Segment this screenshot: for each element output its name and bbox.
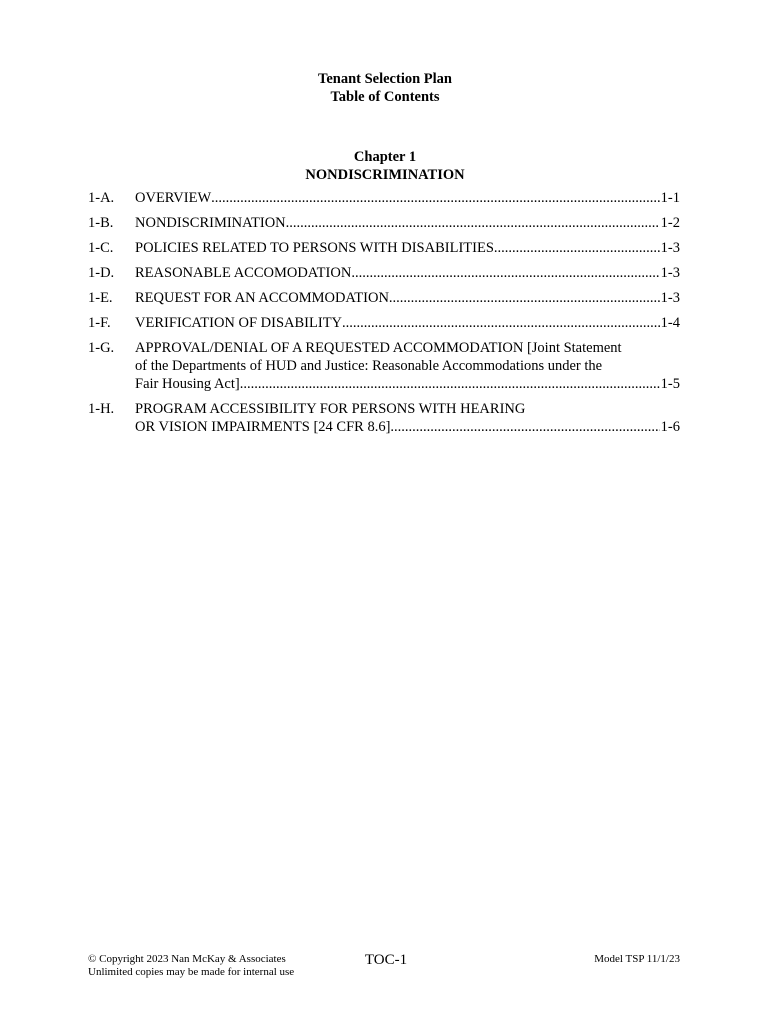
document-subtitle: Table of Contents xyxy=(330,89,440,105)
footer-version: Model TSP 11/1/23 xyxy=(594,953,680,965)
toc-entry-title: Fair Housing Act] xyxy=(135,376,240,392)
toc-entry-body xyxy=(135,214,680,232)
toc-entry-title: OR VISION IMPAIRMENTS [24 CFR 8.6] xyxy=(135,419,391,435)
toc-entry-body xyxy=(135,239,680,257)
page-header xyxy=(0,70,770,106)
toc-entry-line xyxy=(135,239,680,257)
toc-dot-leader xyxy=(240,375,660,393)
toc-entry-page: 1-4 xyxy=(660,315,680,331)
toc-dot-leader xyxy=(286,214,660,232)
toc-entry-line xyxy=(135,314,680,332)
toc-entry-line xyxy=(135,339,680,357)
footer-copyright-block xyxy=(88,953,294,979)
toc-entry xyxy=(88,314,680,332)
toc-entry-body xyxy=(135,289,680,307)
chapter-title: NONDISCRIMINATION xyxy=(305,167,465,183)
toc-entry-number: 1-B. xyxy=(88,215,114,231)
toc-entry-line xyxy=(135,264,680,282)
toc-entry xyxy=(88,214,680,232)
toc-entry-number: 1-E. xyxy=(88,290,113,306)
chapter-header xyxy=(0,148,770,184)
toc-entry-number: 1-G. xyxy=(88,340,115,356)
toc-dot-leader xyxy=(389,289,660,307)
toc-entry-page: 1-2 xyxy=(660,215,680,231)
toc-entry-page: 1-5 xyxy=(660,376,680,392)
toc-entry-title: OVERVIEW xyxy=(135,190,212,206)
toc-entry xyxy=(88,264,680,282)
toc-entry xyxy=(88,239,680,257)
toc-entry xyxy=(88,339,680,393)
toc-entry-number: 1-D. xyxy=(88,265,115,281)
table-of-contents xyxy=(88,189,680,436)
toc-dot-leader xyxy=(211,189,660,207)
toc-dot-leader xyxy=(390,418,659,436)
toc-entry-number: 1-C. xyxy=(88,240,114,256)
toc-entry-page: 1-3 xyxy=(660,290,680,306)
toc-entry-line xyxy=(135,289,680,307)
toc-entry-page: 1-1 xyxy=(660,190,680,206)
toc-entry-line xyxy=(135,418,680,436)
toc-entry xyxy=(88,289,680,307)
toc-entry-body xyxy=(135,264,680,282)
toc-entry-body xyxy=(135,189,680,207)
chapter-label: Chapter 1 xyxy=(353,149,417,165)
toc-entry-line xyxy=(135,375,680,393)
toc-entry-body xyxy=(135,314,680,332)
toc-entry-title: REQUEST FOR AN ACCOMMODATION xyxy=(135,290,389,306)
toc-entry-line xyxy=(135,400,680,418)
toc-entry-page: 1-6 xyxy=(660,419,680,435)
toc-dot-leader xyxy=(342,314,660,332)
toc-entry-body xyxy=(135,400,680,436)
toc-entry-title: NONDISCRIMINATION xyxy=(135,215,286,231)
toc-entry xyxy=(88,189,680,207)
toc-entry-number: 1-H. xyxy=(88,401,115,417)
document-title: Tenant Selection Plan xyxy=(317,71,452,87)
toc-entry-title: VERIFICATION OF DISABILITY xyxy=(135,315,343,331)
toc-entry-line xyxy=(135,214,680,232)
toc-entry-title: APPROVAL/DENIAL OF A REQUESTED ACCOMMODATION [Joint Statement xyxy=(135,340,622,356)
toc-entry-number: 1-A. xyxy=(88,190,115,206)
toc-dot-leader xyxy=(351,264,659,282)
toc-entry-body xyxy=(135,339,680,393)
toc-entry-title: REASONABLE ACCOMODATION xyxy=(135,265,352,281)
toc-entry xyxy=(88,400,680,436)
footer-page-label: TOC-1 xyxy=(364,952,408,968)
footer-copies-note: Unlimited copies may be made for internal use xyxy=(88,966,295,978)
footer-copyright: © Copyright 2023 Nan McKay & Associates xyxy=(88,953,286,965)
toc-entry-title: of the Departments of HUD and Justice: Reasonable Accommodations under the xyxy=(135,358,603,374)
toc-entry-line xyxy=(135,189,680,207)
toc-entry-number: 1-F. xyxy=(88,315,111,331)
toc-entry-page: 1-3 xyxy=(660,240,680,256)
toc-entry-page: 1-3 xyxy=(660,265,680,281)
toc-entry-line xyxy=(135,357,680,375)
toc-entry-title: PROGRAM ACCESSIBILITY FOR PERSONS WITH HEARING xyxy=(135,401,526,417)
toc-entry-title: POLICIES RELATED TO PERSONS WITH DISABILITIES xyxy=(135,240,494,256)
toc-dot-leader xyxy=(494,239,660,257)
